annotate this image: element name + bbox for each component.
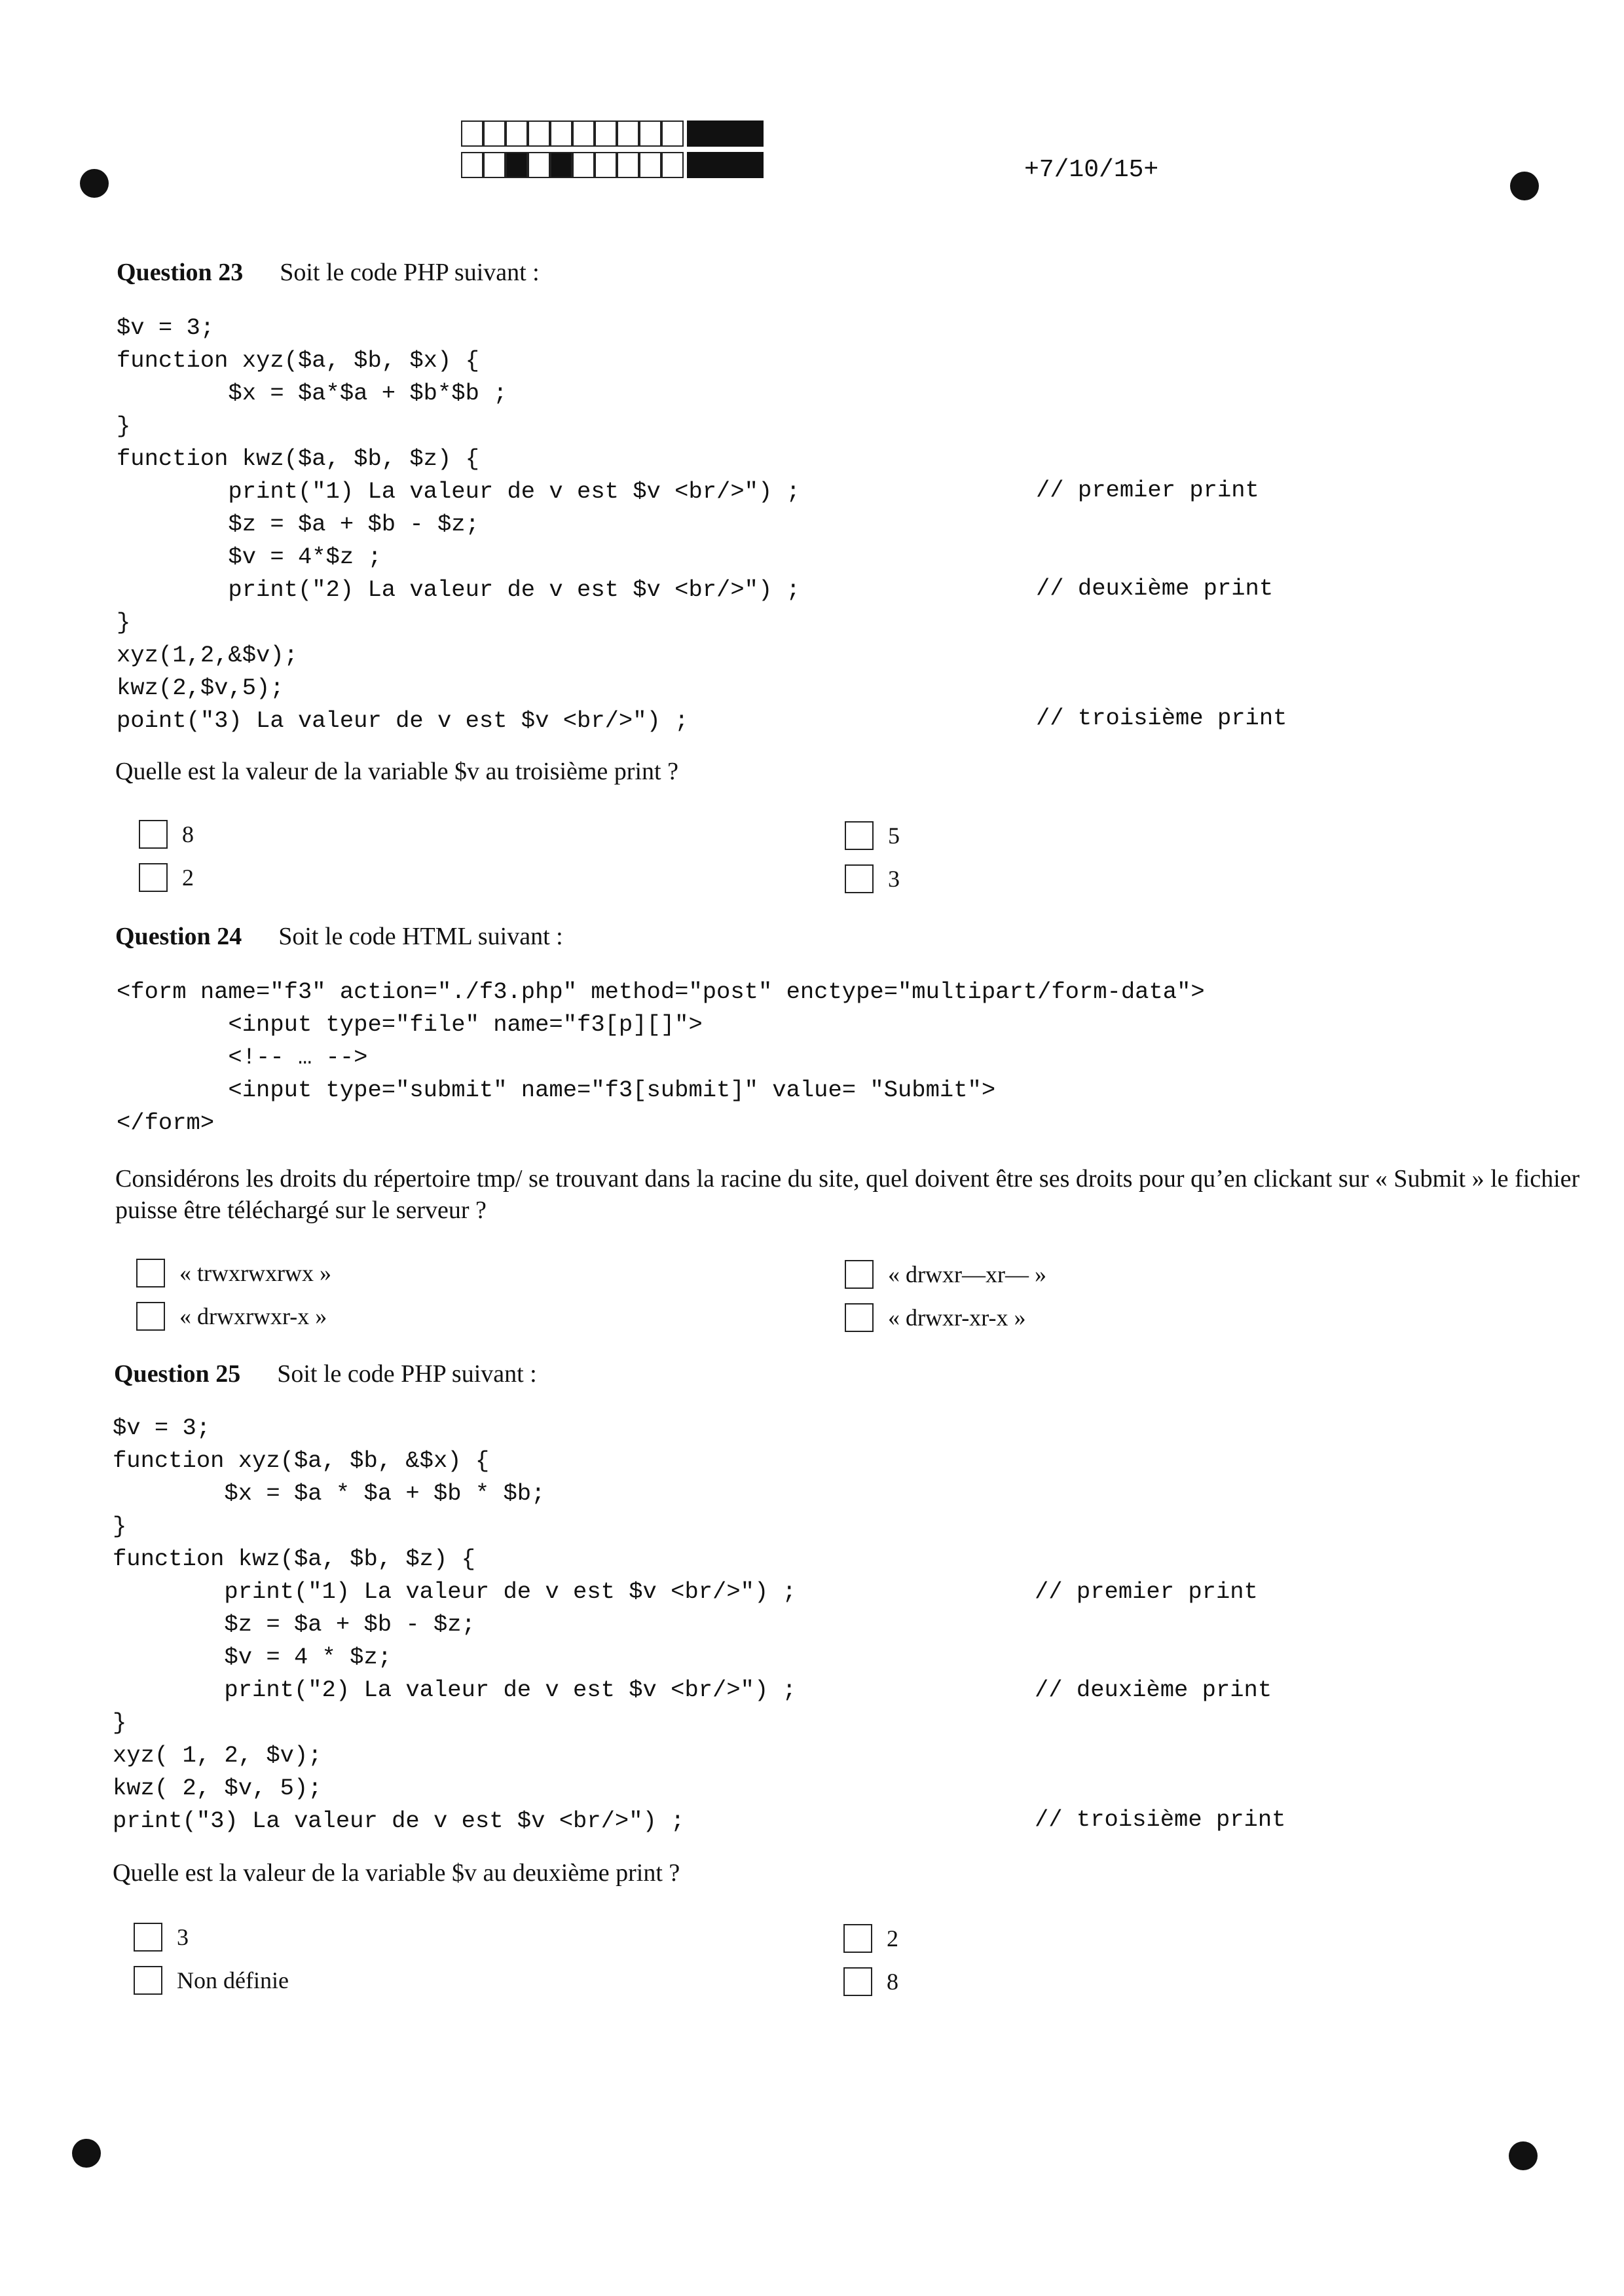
question-24-title (115, 922, 563, 951)
code-line: } (113, 1709, 127, 1736)
code-line: xyz(1,2,&$v); (117, 642, 298, 669)
answer-option[interactable] (134, 1966, 289, 1995)
code-block (117, 312, 800, 737)
code-comment: // deuxième print (1036, 575, 1274, 602)
code-line: $z = $a + $b - $z; (117, 511, 479, 538)
code-line: function kwz($a, $b, $z) { (113, 1546, 475, 1572)
code-line: $v = 4*$z ; (117, 544, 382, 570)
checkbox[interactable] (139, 863, 168, 892)
barcode-cell (483, 120, 506, 147)
code-line: } (117, 413, 131, 439)
code-line: <!-- … --> (117, 1044, 368, 1071)
barcode-cell (595, 120, 617, 147)
answer-option[interactable] (139, 863, 194, 892)
code-comment: // deuxième print (1035, 1676, 1272, 1703)
answer-label: 8 (887, 1969, 898, 1995)
barcode-cell (617, 152, 639, 178)
code-line: print("1) La valeur de v est $v <br/>") ; (113, 1578, 796, 1605)
checkbox[interactable] (139, 820, 168, 849)
answer-option[interactable] (845, 864, 900, 893)
answer-label: « drwxr-xr-x » (888, 1305, 1026, 1331)
question-25-title (114, 1360, 537, 1388)
checkbox[interactable] (134, 1966, 162, 1995)
barcode-cell (483, 152, 506, 178)
registration-mark-bottom-right (1509, 2141, 1538, 2170)
checkbox[interactable] (136, 1302, 165, 1331)
barcode-cell (550, 152, 572, 178)
barcode-cell (639, 152, 661, 178)
answer-label: 2 (182, 864, 194, 891)
code-line: function xyz($a, $b, $x) { (117, 347, 479, 374)
answer-label: 3 (177, 1924, 189, 1950)
code-line: } (117, 609, 131, 636)
code-line: print("2) La valeur de v est $v <br/>") ; (117, 576, 800, 603)
barcode-cell (572, 152, 595, 178)
code-line: function kwz($a, $b, $z) { (117, 445, 479, 472)
checkbox[interactable] (843, 1924, 872, 1953)
code-comment: // troisième print (1036, 705, 1287, 731)
answer-option[interactable] (139, 820, 194, 849)
code-line: <input type="file" name="f3[p][]"> (117, 1011, 703, 1038)
barcode-bar (687, 152, 764, 178)
code-line: $v = 3; (113, 1415, 211, 1441)
question-number: Question 25 (114, 1360, 241, 1388)
answer-label: « drwxr—xr— » (888, 1261, 1046, 1287)
question-intro: Soit le code PHP suivant : (280, 259, 540, 286)
answer-option[interactable] (136, 1259, 331, 1287)
code-line: xyz( 1, 2, $v); (113, 1742, 322, 1769)
barcode-cell (461, 120, 483, 147)
answer-option[interactable] (843, 1924, 898, 1953)
answer-label: 5 (888, 823, 900, 849)
checkbox[interactable] (845, 821, 874, 850)
checkbox[interactable] (843, 1967, 872, 1996)
code-line: $v = 3; (117, 314, 215, 341)
answer-label: 2 (887, 1925, 898, 1952)
question-number: Question 24 (115, 923, 242, 950)
checkbox[interactable] (136, 1259, 165, 1287)
code-line: $x = $a * $a + $b * $b; (113, 1480, 545, 1507)
answer-label: « drwxrwxr-x » (179, 1303, 327, 1329)
code-line: $z = $a + $b - $z; (113, 1611, 475, 1638)
barcode-cell (550, 120, 572, 147)
answer-label: « trwxrwxrwx » (179, 1260, 331, 1286)
answer-label: Non définie (177, 1967, 289, 1993)
registration-mark-bottom-left (72, 2139, 101, 2168)
question-23-title (117, 258, 540, 287)
answer-option[interactable] (845, 821, 900, 850)
code-block (113, 1412, 796, 1838)
question-prompt: Quelle est la valeur de la variable $v au troisième print ? (115, 758, 678, 785)
barcode-cell (617, 120, 639, 147)
question-intro: Soit le code HTML suivant : (278, 923, 563, 950)
barcode-cell (528, 120, 550, 147)
question-intro: Soit le code PHP suivant : (277, 1360, 537, 1388)
code-line: $x = $a*$a + $b*$b ; (117, 380, 507, 407)
barcode-cell (506, 152, 528, 178)
code-comment: // premier print (1035, 1578, 1258, 1605)
code-comment: // premier print (1036, 477, 1259, 504)
code-line: print("2) La valeur de v est $v <br/>") ; (113, 1676, 796, 1703)
registration-mark-top-right (1510, 172, 1539, 200)
code-line: } (113, 1513, 127, 1540)
barcode-cell (572, 120, 595, 147)
exam-id: +7/10/15+ (1024, 156, 1159, 184)
checkbox[interactable] (134, 1923, 162, 1952)
code-line: <input type="submit" name="f3[submit]" value= "Submit"> (117, 1077, 996, 1103)
barcode-cell (661, 152, 684, 178)
answer-option[interactable] (843, 1967, 898, 1996)
answer-option[interactable] (134, 1923, 189, 1952)
barcode-cell (461, 152, 483, 178)
code-line: function xyz($a, $b, &$x) { (113, 1447, 490, 1474)
code-line: <form name="f3" action="./f3.php" method="post" enctype="multipart/form-data"> (117, 978, 1205, 1005)
code-line: print("1) La valeur de v est $v <br/>") ; (117, 478, 800, 505)
code-line: point("3) La valeur de v est $v <br/>") ; (117, 707, 689, 734)
code-line: $v = 4 * $z; (113, 1644, 392, 1671)
barcode-bar (687, 120, 764, 147)
barcode-cell (595, 152, 617, 178)
question-prompt: Quelle est la valeur de la variable $v au deuxième print ? (113, 1859, 680, 1887)
question-prompt: Considérons les droits du répertoire tmp/ se trouvant dans la racine du site, quel doivent être ses droits pour qu’en clickant sur « Submit » le fichier puisse être téléchargé sur le serveur ? (115, 1165, 1580, 1224)
code-line: kwz(2,$v,5); (117, 675, 284, 701)
registration-mark-top-left (80, 169, 109, 198)
barcode-cell (639, 120, 661, 147)
answer-option[interactable] (136, 1302, 327, 1331)
barcode-cell (506, 120, 528, 147)
checkbox[interactable] (845, 1260, 874, 1289)
answer-label: 8 (182, 821, 194, 847)
answer-option[interactable] (845, 1303, 1026, 1332)
checkbox[interactable] (845, 864, 874, 893)
barcode-cell (528, 152, 550, 178)
checkbox[interactable] (845, 1303, 874, 1332)
code-block (117, 976, 1205, 1139)
code-comment: // troisième print (1035, 1806, 1286, 1833)
answer-label: 3 (888, 866, 900, 892)
question-number: Question 23 (117, 259, 244, 286)
barcode-cell (661, 120, 684, 147)
answer-option[interactable] (845, 1260, 1046, 1289)
code-line: kwz( 2, $v, 5); (113, 1775, 322, 1802)
code-line: print("3) La valeur de v est $v <br/>") ; (113, 1807, 685, 1834)
code-line: </form> (117, 1109, 215, 1136)
